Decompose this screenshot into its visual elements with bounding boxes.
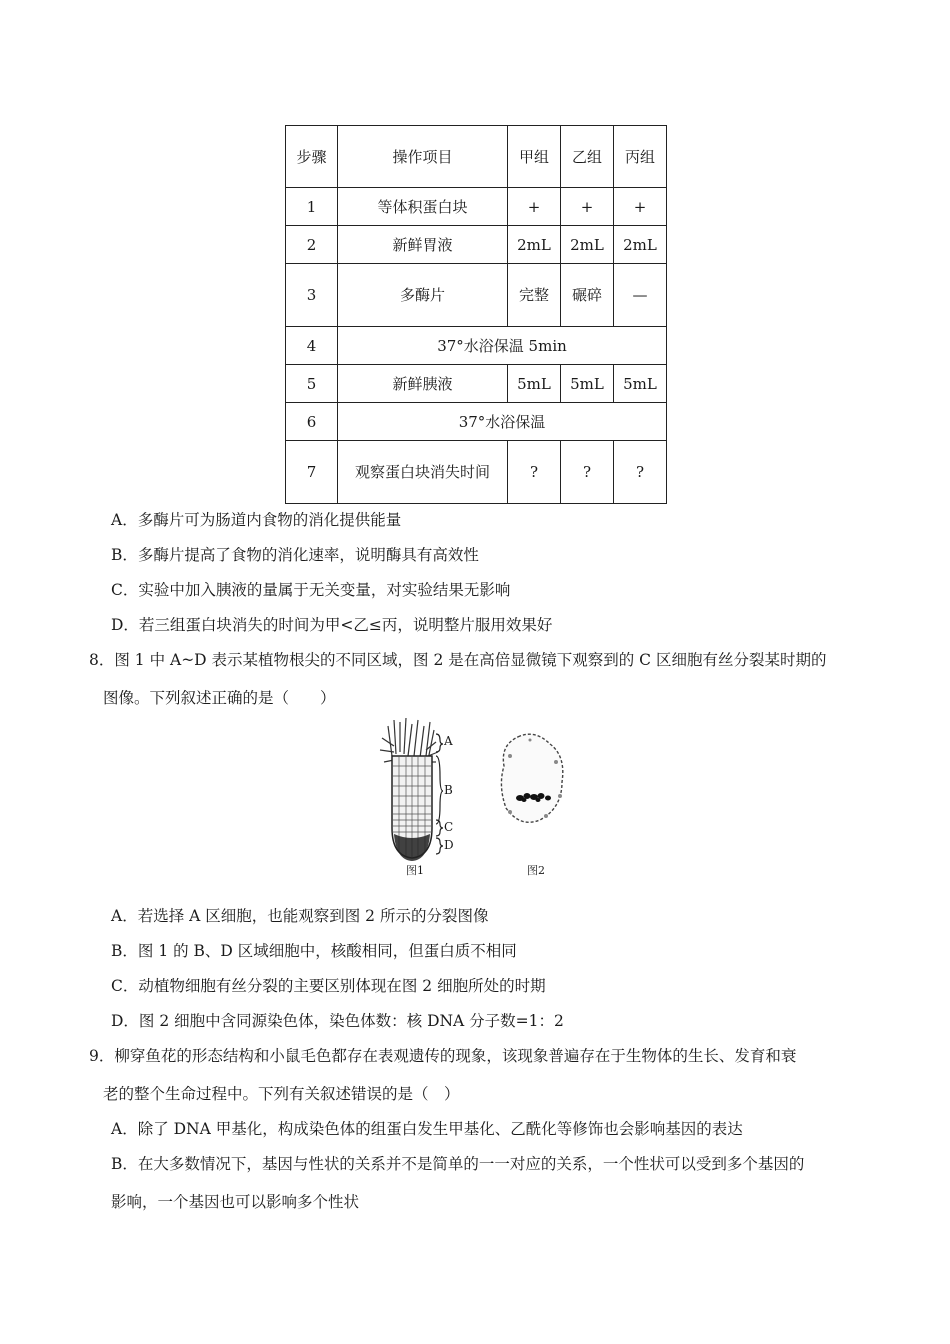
table-cell: 等体积蛋白块 [338, 188, 508, 226]
q8-option-d: D．图 2 细胞中含同源染色体，染色体数：核 DNA 分子数=1：2 [111, 1012, 564, 1030]
table-cell: 5mL [614, 365, 667, 403]
label-d: D [444, 838, 454, 852]
header-cell: 步骤 [286, 126, 338, 188]
table-row [286, 188, 667, 226]
table-cell: 1 [286, 188, 338, 226]
q7-option-d: D．若三组蛋白块消失的时间为甲<乙≤丙，说明整片服用效果好 [111, 616, 553, 634]
table-cell: 2 [286, 226, 338, 264]
table-cell: 6 [286, 403, 338, 441]
root-tip-figure [370, 716, 590, 881]
table-cell: 碾碎 [561, 264, 614, 327]
q7-option-c: C．实验中加入胰液的量属于无关变量，对实验结果无影响 [111, 581, 511, 599]
table-row [286, 264, 667, 327]
table-header-row [286, 126, 667, 188]
table-row [286, 403, 667, 441]
q9-option-b: B．在大多数情况下，基因与性状的关系并不是简单的一一对应的关系，一个性状可以受到多个基因的 [111, 1155, 805, 1173]
table-cell: 2mL [614, 226, 667, 264]
q9-option-b-cont: 影响，一个基因也可以影响多个性状 [111, 1193, 360, 1211]
table-row [286, 441, 667, 504]
table-cell: 新鲜胰液 [338, 365, 508, 403]
table-cell: 5 [286, 365, 338, 403]
table-cell: 2mL [508, 226, 561, 264]
table-row [286, 226, 667, 264]
q8-option-a: A．若选择 A 区细胞，也能观察到图 2 所示的分裂图像 [111, 907, 489, 925]
q8-option-c: C．动植物细胞有丝分裂的主要区别体现在图 2 细胞所处的时期 [111, 977, 546, 995]
table-cell: 观察蛋白块消失时间 [338, 441, 508, 504]
table-cell: + [508, 188, 561, 226]
table-cell: 5mL [561, 365, 614, 403]
label-c: C [444, 820, 454, 834]
table-cell: ? [561, 441, 614, 504]
q9-stem-line2: 老的整个生命过程中。下列有关叙述错误的是（ ） [103, 1085, 460, 1103]
table-cell: 多酶片 [338, 264, 508, 327]
table-cell: ? [508, 441, 561, 504]
q9-option-a: A．除了 DNA 甲基化，构成染色体的组蛋白发生甲基化、乙酰化等修饰也会影响基因的表达 [111, 1120, 743, 1138]
q7-option-b: B．多酶片提高了食物的消化速率，说明酶具有高效性 [111, 546, 479, 564]
q7-option-a: A．多酶片可为肠道内食物的消化提供能量 [111, 511, 402, 529]
root-tip-illustration [370, 716, 590, 881]
table-cell: + [561, 188, 614, 226]
q8-stem-line1: 8．图 1 中 A~D 表示某植物根尖的不同区域，图 2 是在高倍显微镜下观察到的 C 区细胞有丝分裂某时期的 [89, 651, 827, 669]
q8-stem-line2: 图像。下列叙述正确的是（ ） [103, 689, 336, 707]
table-cell-merged: 37°水浴保温 [338, 403, 667, 441]
q8-option-b: B．图 1 的 B、D 区域细胞中，核酸相同，但蛋白质不相同 [111, 942, 517, 960]
table-cell: 3 [286, 264, 338, 327]
header-cell: 操作项目 [338, 126, 508, 188]
table-cell: 4 [286, 327, 338, 365]
table-cell: — [614, 264, 667, 327]
table-cell: + [614, 188, 667, 226]
header-cell: 乙组 [561, 126, 614, 188]
figure-2-caption: 图2 [527, 864, 545, 877]
table-cell: 完整 [508, 264, 561, 327]
label-b: B [444, 783, 453, 797]
experiment-table [285, 125, 667, 504]
table-cell: 新鲜胃液 [338, 226, 508, 264]
header-cell: 甲组 [508, 126, 561, 188]
table-cell: 5mL [508, 365, 561, 403]
label-a: A [444, 734, 453, 748]
table-cell: ? [614, 441, 667, 504]
q9-stem-line1: 9．柳穿鱼花的形态结构和小鼠毛色都存在表观遗传的现象，该现象普遍存在于生物体的生长、发育和衰 [89, 1047, 797, 1065]
figure-1-caption: 图1 [406, 864, 424, 877]
table-cell: 2mL [561, 226, 614, 264]
table-cell-merged: 37°水浴保温 5min [338, 327, 667, 365]
table-row [286, 327, 667, 365]
header-cell: 丙组 [614, 126, 667, 188]
table-row [286, 365, 667, 403]
table-cell: 7 [286, 441, 338, 504]
